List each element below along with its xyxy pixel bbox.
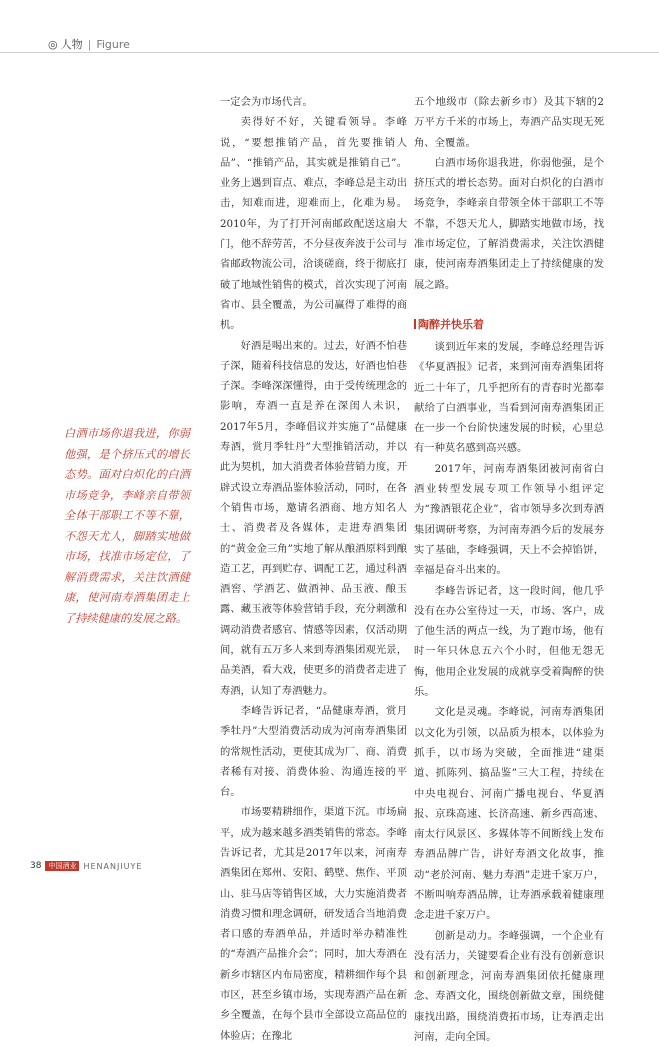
section-separator: | — [87, 37, 92, 51]
page-footer — [30, 861, 142, 871]
paragraph: 市场要精耕细作，渠道下沉。市场扁平，成为越来越多酒类销售的常态。李峰告诉记者，尤其是2017年以来，河南寿酒集团在郑州、安阳、鹤壁、焦作、平顶山、驻马店等销售区域，大力实施消费者消费习惯和理念调研，研发适合当地消费者口感的寿酒单品，并适时举办精准性的“寿酒产品推介会”；同时，加大寿酒在新乡市辖区内布局密度，精耕细作每个县市区，甚至乡镇市场，实现寿酒产品在新乡全覆盖，在每个县市全部设立高品位的体验店；在豫北 — [220, 806, 407, 1042]
paragraph: 2017年，河南寿酒集团被河南省白酒业转型发展专项工作领导小组评定为“豫酒银花企业”，省市领导多次到寿酒集团调研考察，为河南寿酒今后的发展夯实了基础，李峰强调，天上不会掉馅饼，幸福是奋斗出来的。 — [414, 462, 604, 577]
paragraph: 谈到近年来的发展，李峰总经理告诉《华夏酒报》记者，来到河南寿酒集团将近二十年了，几乎把所有的青春时光都奉献给了白酒事业，当看到河南寿酒集团正在一步一个台阶快速发展的时候，心里总有一种莫名感到高兴感。 — [414, 340, 604, 455]
paragraph: 好酒是喝出来的。过去，好酒不怕巷子深，随着科技信息的发达，好酒也怕巷子深。李峰深深懂得，由于受传统理念的影响，寿酒一直是养在深闺人未识，2017年5月，李峰倡议并实施了“品健康寿酒，赏月季牡丹”大型推销活动，并以此为契机，加大消费者体验营销力度，开辟式设立寿酒品鉴体验活动，同时，在各个销售市场，邀请名酒商、地方知名人士、消费者及各媒体，走进寿酒集团的“黄金金三角”实地了解从酿酒原料到酿造工艺，再到贮存、调配工艺，通过科酒酒窖、学酒艺、做酒神、品玉液、酿玉露、藏玉液等体验营销手段，充分刺激和调动消费者感官、情感等因素，仅活动期间，就有五万多人来到寿酒集团观光景，品美酒，看大戏，使更多的消费者走进了寿酒，认知了寿酒魅力。 — [220, 339, 407, 697]
article-column-left — [220, 92, 407, 1046]
section-subheading — [414, 315, 604, 335]
subheading-marker — [414, 319, 416, 329]
circle-icon: ◎ — [48, 37, 58, 51]
subheading-text: 陶醉并快乐着 — [418, 317, 484, 331]
paragraph: 李峰告诉记者，这一段时间，他几乎没有在办公室待过一天，市场、客户，成了他生活的两点一线，为了跑市场，他有时一年只休息五六个小时，但他无怨无悔，他用企业发展的成就享受着陶醉的快乐。 — [414, 584, 604, 699]
magazine-brand: HENANJIUYE — [83, 861, 143, 871]
pull-quote: 白酒市场你退我进，你弱他强，是个挤压式的增长态势。面对白炽化的白酒市场竞争，李峰亲自带领全体干部职工不等不靠，不怨天尤人，脚踏实地做市场，找准市场定位，了解消费需求，关注饮酒健康，使河南寿酒集团走上了持续健康的发展之路。 — [64, 427, 190, 625]
paragraph: 创新是动力。李峰强调，一个企业有没有活力，关键要看企业有没有创新意识和创新理念，河南寿酒集团依托健康理念、寿酒文化，围绕创新做文章，围绕健康找出路，围绕消费拓市场，让寿酒走出河南，走向全国。 — [414, 929, 604, 1044]
section-header — [48, 36, 130, 52]
magazine-logo: 中国酒业 — [45, 861, 79, 871]
paragraph: 五个地级市（除去新乡市）及其下辖的2万平方千米的市场上，寿酒产品实现无死角、全覆盖。 — [414, 96, 604, 149]
section-title-cn: 人物 — [60, 38, 83, 51]
paragraph: 李峰告诉记者，“品健康寿酒，赏月季牡丹”大型消费活动成为河南寿酒集团的常规性活动，更使其成为厂、商、消费者稀有对接、消费体验、沟通连接的平台。 — [220, 704, 407, 799]
section-title-en: Figure — [96, 37, 130, 51]
page-number: 38 — [30, 861, 42, 871]
header-divider — [0, 52, 659, 53]
paragraph: 白酒市场你退我进，你弱他强，是个挤压式的增长态势。面对白炽化的白酒市场竞争，李峰亲自带领全体干部职工不等不靠，不怨天尤人，脚踏实地做市场，找准市场定位，了解消费需求，关注饮酒健康，使河南寿酒集团走上了持续健康的发展之路。 — [414, 156, 604, 291]
paragraph: 卖得好不好，关键看领导。李峰说，“要想推销产品，首先要推销人品”、“推销产品，其实就是推销自己”。业务上遇到盲点、难点，李峰总是主动出击，知难而进，迎难而上，化难为易。2010年，为了打开河南邮政配送这扇大门，他不辞劳苦，不分昼夜奔波于公司与省邮政物流公司，洽谈磋商，终于彻底打破了地域性销售的模式，首次实现了河南省市、县全覆盖，为公司赢得了难得的商机。 — [220, 116, 407, 332]
paragraph: 一定会为市场代言。 — [220, 96, 313, 108]
article-column-right — [414, 92, 604, 1047]
paragraph: 文化是灵魂。李峰说，河南寿酒集团以文化为引领，以品质为根本，以体验为抓手，以市场为突破，全面推进“建渠道、抓陈列、搞品鉴”三大工程，持续在中央电视台、河南广播电视台、华夏酒报、京珠高速、长济高速、新乡西高速、南太行风景区、多媒体等不间断线上发布寿酒品牌广告，讲好寿酒文化故事，推动“老於河南、魅力寿酒”走进千家万户，不断叫响寿酒品牌，让寿酒承载着健康理念走进千家万户。 — [414, 706, 604, 922]
